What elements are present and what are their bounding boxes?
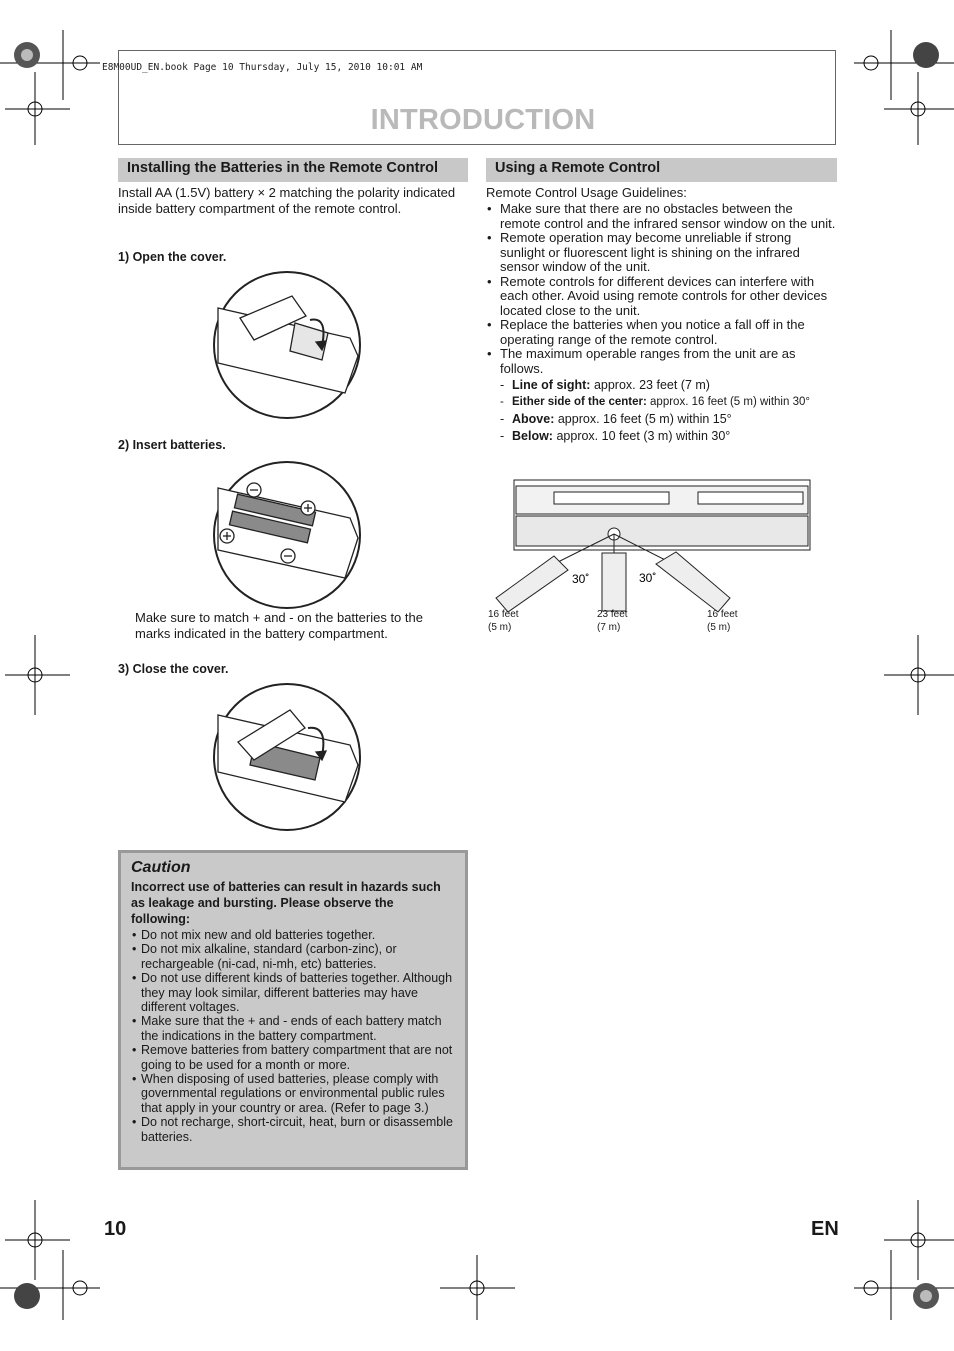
insert-batteries-illustration (210, 458, 365, 613)
range-above: - Above: approx. 16 feet (5 m) within 15° (500, 411, 836, 428)
caution-item: • Do not mix new and old batteries together. (131, 928, 455, 942)
caution-title: Caution (131, 859, 191, 876)
remote-section-heading: Using a Remote Control (486, 158, 837, 182)
caution-box (118, 850, 468, 1170)
remote-range-diagram (486, 478, 831, 638)
guideline-item: • Remote controls for different devices can interfere with each other. Avoid using remote controls for other devices located close to the unit. (486, 275, 836, 319)
caution-item: • Remove batteries from battery compartment that are not going to be used for a month or more. (131, 1043, 455, 1072)
caution-item: • Do not mix alkaline, standard (carbon-zinc), or rechargeable (ni-cad, ni-mh, etc) batteries. (131, 942, 455, 971)
caution-item: • Do not use different kinds of batteries together. Although they may look similar, different batteries may have different voltages. (131, 971, 455, 1014)
guideline-item: • Remote operation may become unreliable if strong sunlight or fluorescent light is shining on the infrared sensor window of the unit. (486, 231, 836, 275)
left-distance: 16 feet (5 m) (488, 609, 519, 633)
range-below: - Below: approx. 10 feet (3 m) within 30° (500, 428, 836, 445)
book-info-line: E8M00UD_EN.book Page 10 Thursday, July 15, 2010 10:01 AM (102, 62, 423, 73)
caution-item: • When disposing of used batteries, please comply with governmental regulations or environmental public rules that apply in your country or area. (Refer to page 3.) (131, 1072, 455, 1115)
step-insert-batteries: 2) Insert batteries. (118, 438, 226, 452)
range-either-side: - Either side of the center: approx. 16 feet (5 m) within 30° (500, 394, 836, 411)
remote-guidelines (486, 185, 836, 445)
battery-intro: Install AA (1.5V) battery × 2 matching the polarity indicated inside battery compartment of the remote control. (118, 185, 456, 216)
angle-left: 30˚ (572, 572, 590, 586)
center-distance: 23 feet (7 m) (597, 609, 628, 633)
page-title: INTRODUCTION (370, 104, 596, 136)
guideline-item: • The maximum operable ranges from the unit are as follows. (486, 347, 836, 376)
angle-right: 30˚ (639, 571, 657, 585)
caution-item: • Make sure that the + and - ends of each battery match the indications in the battery compartment. (131, 1014, 455, 1043)
guidelines-label: Remote Control Usage Guidelines: (486, 185, 687, 200)
page-number: 10 (104, 1218, 127, 1240)
close-cover-illustration (210, 680, 365, 835)
open-cover-illustration (210, 268, 365, 423)
right-distance: 16 feet (5 m) (707, 609, 738, 633)
polarity-note: Make sure to match + and - on the batteries to the marks indicated in the battery compartment. (135, 610, 423, 641)
guideline-item: • Replace the batteries when you notice a fall off in the operating range of the remote control. (486, 318, 836, 347)
language-code: EN (811, 1218, 839, 1240)
caution-intro: Incorrect use of batteries can result in hazards such as leakage and bursting. Please observe the following: (131, 880, 441, 926)
step-open-cover: 1) Open the cover. (118, 250, 227, 264)
range-list (500, 377, 836, 445)
caution-item: • Do not recharge, short-circuit, heat, burn or disassemble batteries. (131, 1115, 455, 1144)
range-line-of-sight: - Line of sight: approx. 23 feet (7 m) (500, 377, 836, 394)
step-close-cover: 3) Close the cover. (118, 662, 229, 676)
guideline-item: • Make sure that there are no obstacles between the remote control and the infrared sensor window on the unit. (486, 202, 836, 231)
battery-section-heading: Installing the Batteries in the Remote Control (118, 158, 468, 182)
